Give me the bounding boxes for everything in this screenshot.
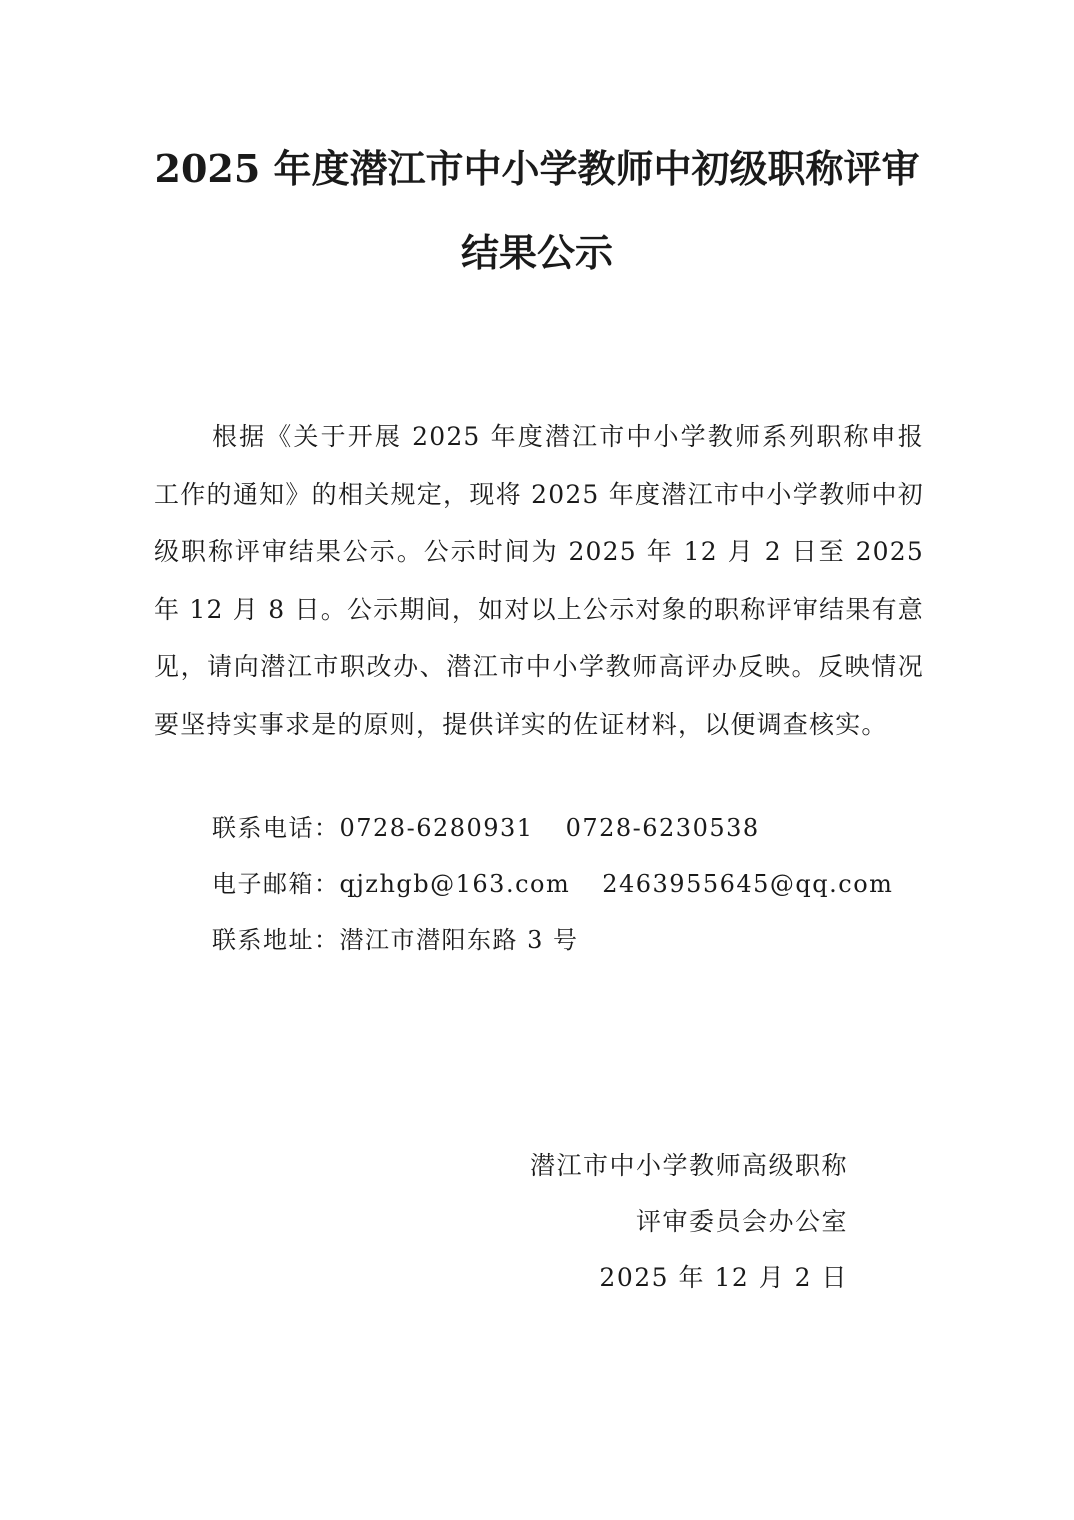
contact-phone-label: 联系电话： bbox=[212, 814, 340, 842]
contact-email-label: 电子邮箱： bbox=[212, 870, 340, 898]
contact-address-row bbox=[212, 920, 579, 955]
contact-email-1: qjzhgb@163.com bbox=[339, 870, 571, 898]
contact-phone-row bbox=[212, 808, 760, 843]
signature-date: 2025 年 12 月 2 日 bbox=[599, 1263, 848, 1292]
document-title-line-2: 结果公示 bbox=[460, 230, 613, 275]
contact-email-2: 2463955645@qq.com bbox=[602, 870, 894, 898]
contact-address: 潜江市潜阳东路 3 号 bbox=[339, 926, 579, 954]
contact-phone-2: 0728-6230538 bbox=[565, 814, 760, 842]
contact-address-label: 联系地址： bbox=[212, 926, 340, 954]
notice-body-paragraph: 根据《关于开展 2025 年度潜江市中小学教师系列职称申报工作的通知》的相关规定，现将 2025 年度潜江市中小学教师中初级职称评审结果公示。公示时间为 2025 年 12 月 2 日至 2025 年 12 月 8 日。公示期间，如对以上公示对象的职称评审结果有意见，请向潜江市职改办、潜江市中小学教师高评办反映。反映情况要坚持实事求是的原则，提供详实的佐证材料，以便调查核实。 bbox=[154, 422, 924, 739]
document-title-line-1: 2025 年度潜江市中小学教师中初级职称评审 bbox=[154, 146, 920, 191]
contact-email-row bbox=[212, 864, 893, 899]
signature-org-line-2: 评审委员会办公室 bbox=[635, 1207, 848, 1236]
signature-org-line-1: 潜江市中小学教师高级职称 bbox=[529, 1151, 848, 1180]
contact-phone-1: 0728-6280931 bbox=[339, 814, 534, 842]
